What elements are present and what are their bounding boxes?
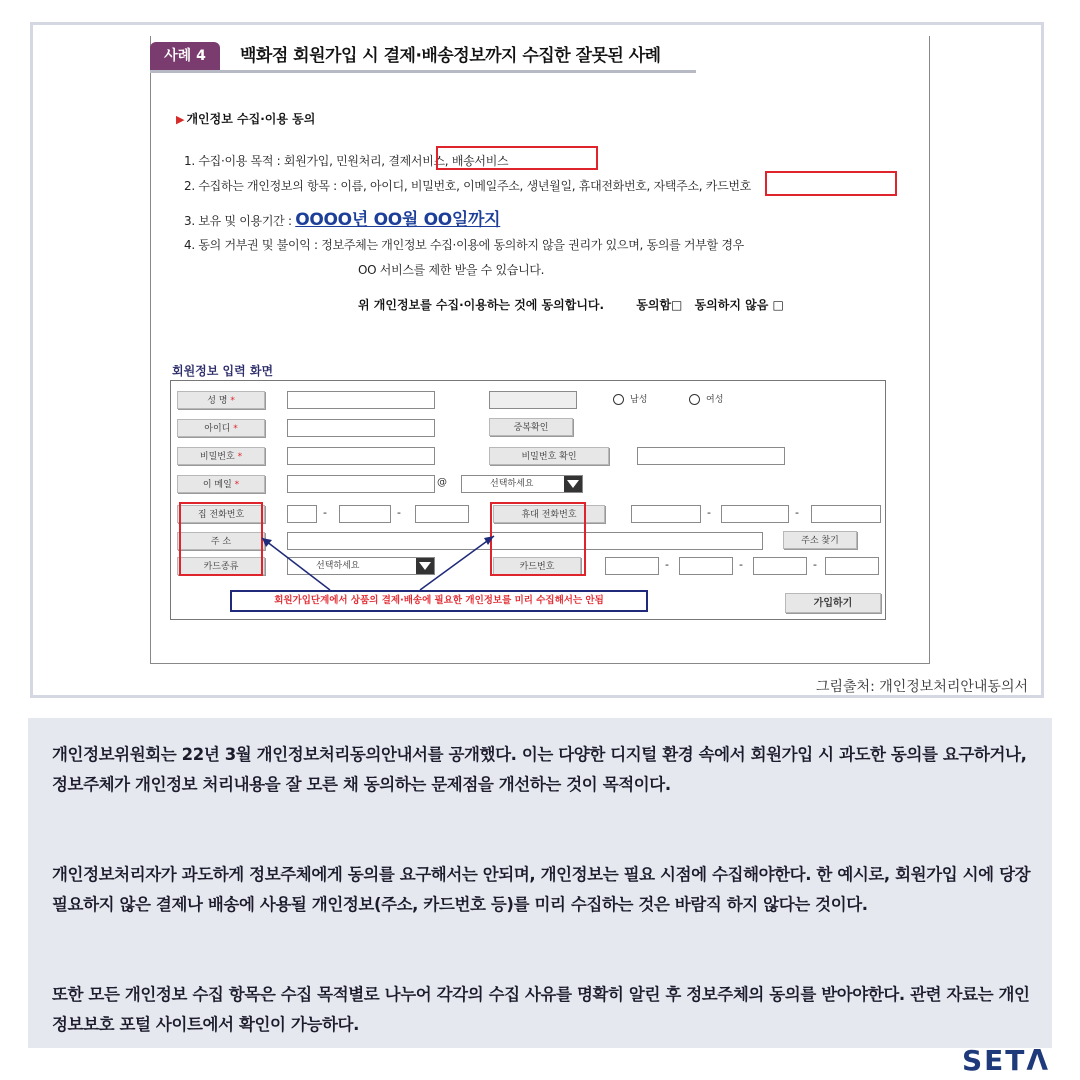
consent-item-4-line1: 4. 동의 거부권 및 불이익 : 정보주체는 개인정보 수집·이용에 동의하지 않을 권리가 있으며, 동의를 거부할 경우 <box>184 238 744 252</box>
join-button[interactable]: 가입하기 <box>785 593 881 613</box>
dash: - <box>323 506 327 519</box>
card-type-select-value: 선택하세요 <box>316 561 360 571</box>
required-mark: * <box>237 452 243 462</box>
password-label-text: 비밀번호 <box>199 452 235 462</box>
address-search-button[interactable]: 주소 찾기 <box>783 531 857 549</box>
email-domain-select-value: 선택하세요 <box>490 479 534 489</box>
dash: - <box>707 506 711 519</box>
triangle-bullet-icon: ▶ <box>176 113 185 126</box>
required-mark: * <box>230 396 235 406</box>
arrow-line-right <box>420 536 494 590</box>
arrow-line-left <box>262 538 330 590</box>
dash: - <box>665 558 669 571</box>
retention-period-value: OOOO년 OO월 OO일까지 <box>295 210 501 230</box>
consent-item-4-line2: OO 서비스를 제한 받을 수 있습니다. <box>358 263 545 277</box>
email-label-text: 이 메일 <box>202 480 232 490</box>
address-label: 주 소 <box>177 532 265 550</box>
agree-text: 위 개인정보를 수집·이용하는 것에 동의합니다. <box>358 298 605 312</box>
password-confirm-label: 비밀번호 확인 <box>489 447 609 465</box>
gender-male-label: 남성 <box>630 395 648 405</box>
consent-item-1-highlight: 결제서비스, 배송서비스 <box>388 154 509 168</box>
image-source: 그림출처: 개인정보처리안내동의서 <box>815 679 1028 695</box>
dash: - <box>795 506 799 519</box>
name-label-text: 성 명 <box>207 396 228 406</box>
consent-section-title-text: 개인정보 수집·이용 동의 <box>186 112 316 126</box>
gender-female-label: 여성 <box>706 395 724 405</box>
home-phone-label: 집 전화번호 <box>177 505 265 523</box>
brand-logo: SETΛ <box>961 1044 1050 1077</box>
dash: - <box>397 506 401 519</box>
form-title: 회원정보 입력 화면 <box>172 364 274 378</box>
arrow-head-left <box>262 538 272 547</box>
dash: - <box>813 558 817 571</box>
consent-item-2-prefix: 2. 수집하는 개인정보의 항목 : 이름, 아이디, 비밀번호, 이메일주소, 생년월일, 휴대전화번호, <box>184 179 651 193</box>
agree-no-checkbox[interactable]: 동의하지 않음 □ <box>694 298 784 312</box>
article-paragraph-2: 개인정보처리자가 과도하게 정보주체에게 동의를 요구해서는 안되며, 개인정보는 필요 시점에 수집해야한다. 한 예시로, 회원가입 시에 당장 필요하지 않은 결제나 배송에 사용될 개인정보(주소, 카드번호 등)를 미리 수집하는 것은 바람직 하지 않다는 것이다. <box>52 865 1031 914</box>
article-paragraph-3: 또한 모든 개인정보 수집 항목은 수집 목적별로 나누어 각각의 수집 사유를 명확히 알린 후 정보주체의 동의를 받아야한다. 관련 자료는 개인정보보호 포털 사이트에서 확인이 가능하다. <box>52 985 1030 1034</box>
consent-item-2-highlight: 자택주소, 카드번호 <box>653 179 751 193</box>
case-title: 백화점 회원가입 시 결제·배송정보까지 수집한 잘못된 사례 <box>240 46 661 66</box>
arrow-head-right <box>484 536 494 545</box>
case-badge: 사례 4 <box>150 42 220 70</box>
dash: - <box>739 558 743 571</box>
agree-yes-checkbox[interactable]: 동의함□ <box>636 298 683 312</box>
required-mark: * <box>233 424 238 434</box>
warning-box: 회원가입단계에서 상품의 결제·배송에 필요한 개인정보를 미리 수집해서는 안됨 <box>230 590 648 612</box>
card-number-label: 카드번호 <box>493 557 581 575</box>
card-type-label: 카드종류 <box>177 557 265 575</box>
duplicate-check-button[interactable]: 중복확인 <box>489 418 573 436</box>
consent-item-3-prefix: 3. 보유 및 이용기간 : <box>184 214 292 228</box>
article-paragraph-1: 개인정보위원회는 22년 3월 개인정보처리동의안내서를 공개했다. 이는 다양한 디지털 환경 속에서 회원가입 시 과도한 동의를 요구하거나, 정보주체가 개인정보 처리내용을 잘 모른 채 동의하는 문제점을 개선하는 것이 목적이다. <box>52 745 1027 794</box>
at-sign: @ <box>437 477 447 488</box>
mobile-phone-label: 휴대 전화번호 <box>493 505 605 523</box>
id-label-text: 아이디 <box>204 424 231 434</box>
consent-item-1-prefix: 1. 수집·이용 목적 : 회원가입, 민원처리, <box>184 154 385 168</box>
required-mark: * <box>234 480 240 490</box>
